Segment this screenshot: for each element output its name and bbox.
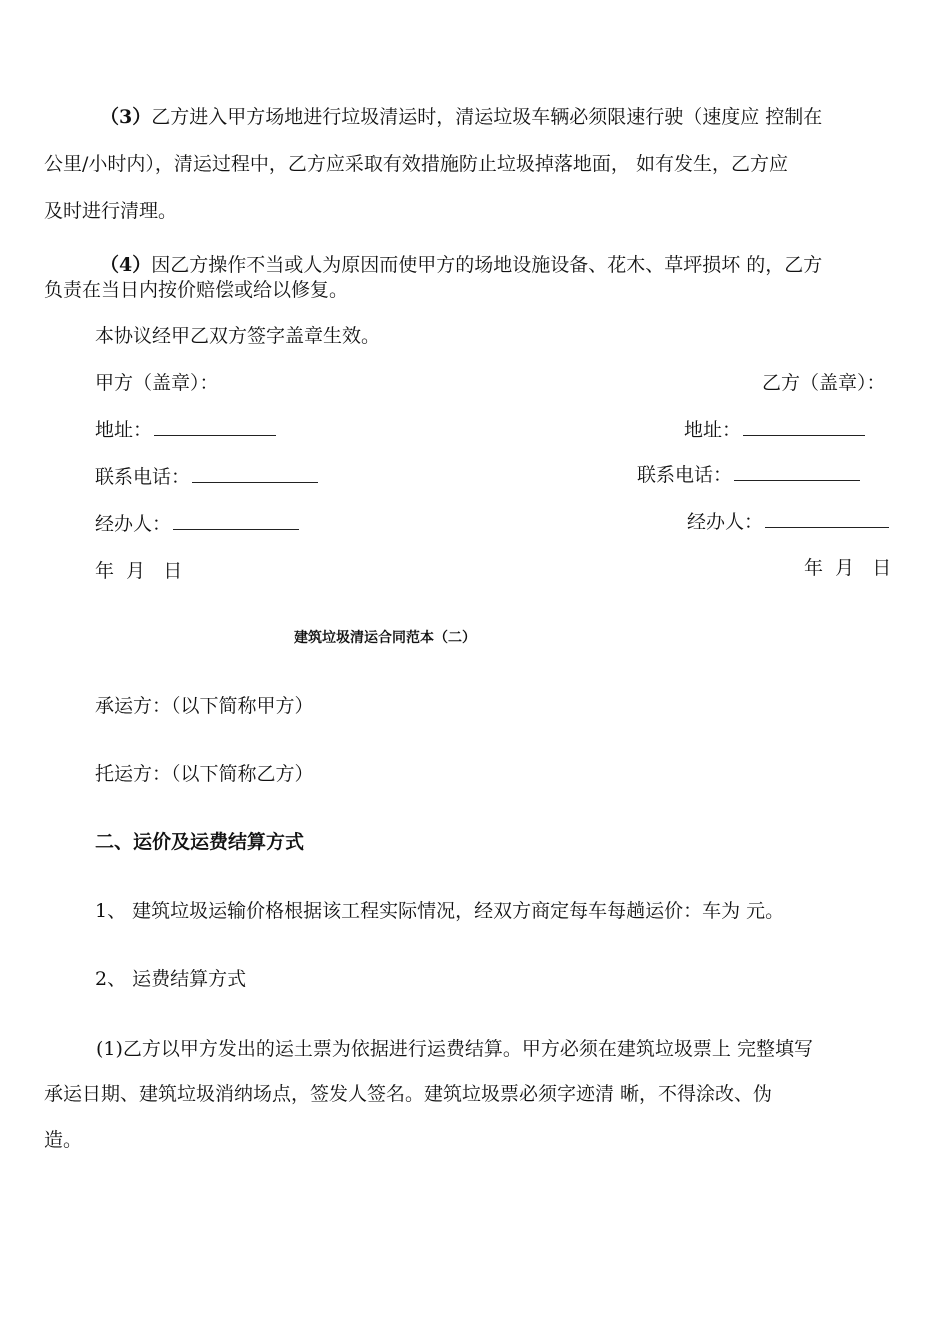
sub1-line1 [96,1040,813,1059]
party-a-phone-label: 联系电话： [95,466,191,488]
party-a-agent-label: 经办人： [95,513,172,535]
shipper-line: 托运方：（以下简称乙方） [95,763,314,785]
clause3-label: （3） [100,106,152,128]
party-a-seal: 甲方（盖章）： [95,372,219,394]
party-b-seal: 乙方（盖章）： [762,372,886,394]
item2-line: 2、 运费结算方式 [95,968,247,990]
sub1-line2: 承运日期、建筑垃圾消纳场点，签发人签名。建筑垃圾票必须字迹清 晰，不得涂改、伪 [44,1083,773,1105]
party-b-phone-label: 联系电话： [637,464,733,486]
party-b-address-blank [743,434,865,436]
sub1-text-1: 乙方以甲方发出的运土票为依据进行运费结算。甲方必须在建筑垃圾票上 完整填写 [122,1038,813,1060]
party-a-address [95,421,276,440]
clause3-line1 [100,108,822,127]
effective-statement: 本协议经甲乙双方签字盖章生效。 [95,325,381,347]
party-a-agent-blank [173,528,299,530]
item1-line: 1、 建筑垃圾运输价格根据该工程实际情况，经双方商定每车每趟运价：车为 元。 [95,900,785,922]
party-a-address-blank [154,434,276,436]
clause4-line1 [100,256,822,275]
party-b-address [684,421,865,440]
carrier-line: 承运方：（以下简称甲方） [95,695,314,717]
contract2-title: 建筑垃圾清运合同范本（二） [294,630,476,646]
party-a-date: 年 月 日 [95,560,183,582]
party-b-agent-label: 经办人： [687,511,764,533]
sub1-label: (1) [96,1038,123,1060]
clause3-text-1: 乙方进入甲方场地进行垃圾清运时，清运垃圾车辆必须限速行驶（速度应 控制在 [151,106,823,128]
party-a-address-label: 地址： [95,419,153,441]
party-b-phone [637,466,860,485]
clause4-text-1: 因乙方操作不当或人为原因而使甲方的场地设施设备、花木、草坪损坏 的，乙方 [151,254,823,276]
clause4-label: （4） [100,254,152,276]
party-a-agent [95,515,299,534]
party-b-phone-blank [734,479,860,481]
clause4-line2: 负责在当日内按价赔偿或给以修复。 [44,279,349,301]
party-b-address-label: 地址： [684,419,742,441]
party-b-agent [687,513,889,532]
party-a-phone [95,468,318,487]
party-b-agent-blank [765,526,889,528]
party-a-phone-blank [192,481,318,483]
clause3-line3: 及时进行清理。 [44,200,178,222]
clause3-line2: 公里/小时内），清运过程中，乙方应采取有效措施防止垃圾掉落地面， 如有发生，乙方应 [44,153,788,175]
sub1-line3: 造。 [44,1129,83,1151]
section2-heading: 二、运价及运费结算方式 [95,831,305,853]
party-b-date: 年 月 日 [804,557,892,579]
